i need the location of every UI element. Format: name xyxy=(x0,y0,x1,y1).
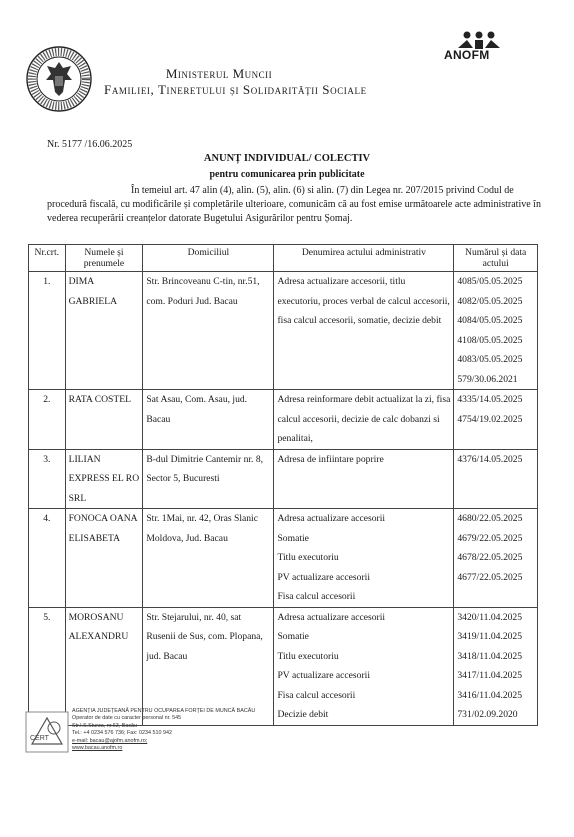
document-title: ANUNȚ INDIVIDUAL/ COLECTIV xyxy=(203,153,371,164)
row-address: B-dul Dimitrie Cantemir nr. 8, Sector 5, Bucuresti xyxy=(143,449,274,509)
document-subtitle: pentru comunicarea prin publicitate xyxy=(209,169,365,180)
row-numbers xyxy=(454,272,538,390)
act-number: 4754/19.02.2025 xyxy=(457,413,523,425)
act-item: Fisa calcul accesorii xyxy=(277,689,356,701)
row-address: Str. Stejarului, nr. 40, sat Rusenii de Sus, com. Plopana, jud. Bacau xyxy=(143,607,274,725)
footer-phone: Tel.: +4 0234 576 736; Fax: 0234 510 942 xyxy=(72,730,172,737)
act-item: Adresa actualizare accesorii xyxy=(277,513,386,524)
cert-logo-icon xyxy=(24,710,70,754)
act-number: 4083/05.05.2025 xyxy=(457,354,523,365)
row-nr: 5. xyxy=(29,607,66,725)
act-number: 3419/11.04.2025 xyxy=(457,631,523,642)
act-item: Decizie debit xyxy=(277,709,329,720)
intro-paragraph: În temeiul art. 47 alin (4), alin. (5), alin. (6) si alin. (7) din Legea nr. 207/2015 privind Codul de procedură fiscală, cu modificările și completările ulterioare, comunicăm că au fost emise următoarele acte administrative în vederea recuperării creanțelor datorate Bugetului Asigurărilor pentru Șomaj. xyxy=(47,185,541,224)
document-number: Nr. 5177 /16.06.2025 xyxy=(47,139,133,150)
row-numbers xyxy=(454,390,538,450)
footer-email-link[interactable]: e-mail: bacau@ajofm.anofm.ro; xyxy=(72,737,148,744)
act-item: Titlu executoriu xyxy=(277,650,339,662)
row-acts: Adresa de infiintare poprire xyxy=(274,449,454,509)
act-item: PV actualizare accesorii xyxy=(277,571,370,583)
footer-agency: AGENȚIA JUDEȚEANĂ PENTRU OCUPAREA FORȚEI DE MUNCĂ BACĂU xyxy=(72,708,256,714)
anofm-logo-text: ANOFM xyxy=(444,48,490,62)
act-number: 3420/11.04.2025 xyxy=(457,611,523,623)
act-item: Adresa actualizare accesorii xyxy=(277,611,386,623)
row-address: Sat Asau, Com. Asau, jud. Bacau xyxy=(143,390,274,450)
row-acts: Adresa reinformare debit actualizat la zi, fisa calcul accesorii, decizie de calc dobanzi si penalitai, xyxy=(274,390,454,450)
act-item: PV actualizare accesorii xyxy=(277,670,370,681)
act-number: 3418/11.04.2025 xyxy=(457,650,523,662)
act-number: 579/30.06.2021 xyxy=(457,373,518,385)
col-header-name: Numele și prenumele xyxy=(65,245,143,272)
act-item: Fisa calcul accesorii xyxy=(277,591,356,602)
act-number: 4678/22.05.2025 xyxy=(457,552,523,563)
act-number: 4085/05.05.2025 xyxy=(457,276,523,287)
row-acts xyxy=(274,509,454,608)
ministry-line-1: Ministerul Muncii xyxy=(165,66,273,81)
act-number: 3417/11.04.2025 xyxy=(457,670,523,681)
act-number: 731/02.09.2020 xyxy=(457,709,518,720)
row-name: FONOCA OANA ELISABETA xyxy=(65,509,143,608)
act-number: 4082/05.05.2025 xyxy=(457,295,523,307)
row-address: Str. 1Mai, nr. 42, Oras Slanic Moldova, Jud. Bacau xyxy=(143,509,274,608)
table-row xyxy=(29,390,538,450)
act-number: 4335/14.05.2025 xyxy=(457,394,523,405)
col-header-number: Numărul și data actului xyxy=(454,245,538,272)
act-item: Titlu executoriu xyxy=(277,552,339,563)
table-row xyxy=(29,509,538,608)
act-item: Somatie xyxy=(277,532,309,544)
col-header-address: Domiciliul xyxy=(143,245,274,272)
table-row xyxy=(29,272,538,390)
footer-website-link[interactable]: www.bacau.anofm.ro xyxy=(72,745,123,752)
row-numbers xyxy=(454,509,538,608)
acts-table xyxy=(28,244,538,726)
footer-contact-block xyxy=(24,708,304,768)
row-nr: 1. xyxy=(29,272,66,390)
footer-text xyxy=(72,708,255,752)
government-seal-icon xyxy=(26,46,92,112)
act-number: 4677/22.05.2025 xyxy=(457,571,523,583)
row-numbers xyxy=(454,607,538,725)
act-item: Somatie xyxy=(277,631,309,642)
act-number: 3416/11.04.2025 xyxy=(457,689,523,701)
ministry-line-2: Familiei, Tineretului și Solidarității Sociale xyxy=(104,82,367,97)
act-number: 4680/22.05.2025 xyxy=(457,513,523,524)
act-number: 4376/14.05.2025 xyxy=(457,453,523,465)
col-header-nr: Nr.crt. xyxy=(29,245,66,272)
ministry-heading xyxy=(104,66,444,98)
table-row xyxy=(29,449,538,509)
act-number: 4679/22.05.2025 xyxy=(457,532,523,544)
row-name: MOROSANU ALEXANDRU xyxy=(65,607,143,725)
row-nr: 3. xyxy=(29,449,66,509)
row-numbers xyxy=(454,449,538,509)
row-name: LILIAN EXPRESS EL RO SRL xyxy=(65,449,143,509)
cert-logo-text: CERT xyxy=(30,735,49,742)
act-number: 4084/05.05.2025 xyxy=(457,315,523,326)
footer-operator: Operator de date cu caracter personal nr. 545 xyxy=(72,715,182,722)
table-header-row xyxy=(29,245,538,272)
row-name: DIMA GABRIELA xyxy=(65,272,143,390)
footer-address: Str.I.S.Sturza, nr.63, Bacău xyxy=(72,722,138,729)
row-nr: 2. xyxy=(29,390,66,450)
row-acts: Adresa actualizare accesorii, titlu executoriu, proces verbal de calcul accesorii, fisa calcul accesorii, somatie, decizie debit xyxy=(274,272,454,390)
row-name: RATA COSTEL xyxy=(65,390,143,450)
col-header-act: Denumirea actului administrativ xyxy=(274,245,454,272)
act-number: 4108/05.05.2025 xyxy=(457,334,523,346)
row-address: Str. Brincoveanu C-tin, nr.51, com. Poduri Jud. Bacau xyxy=(143,272,274,390)
row-nr: 4. xyxy=(29,509,66,608)
